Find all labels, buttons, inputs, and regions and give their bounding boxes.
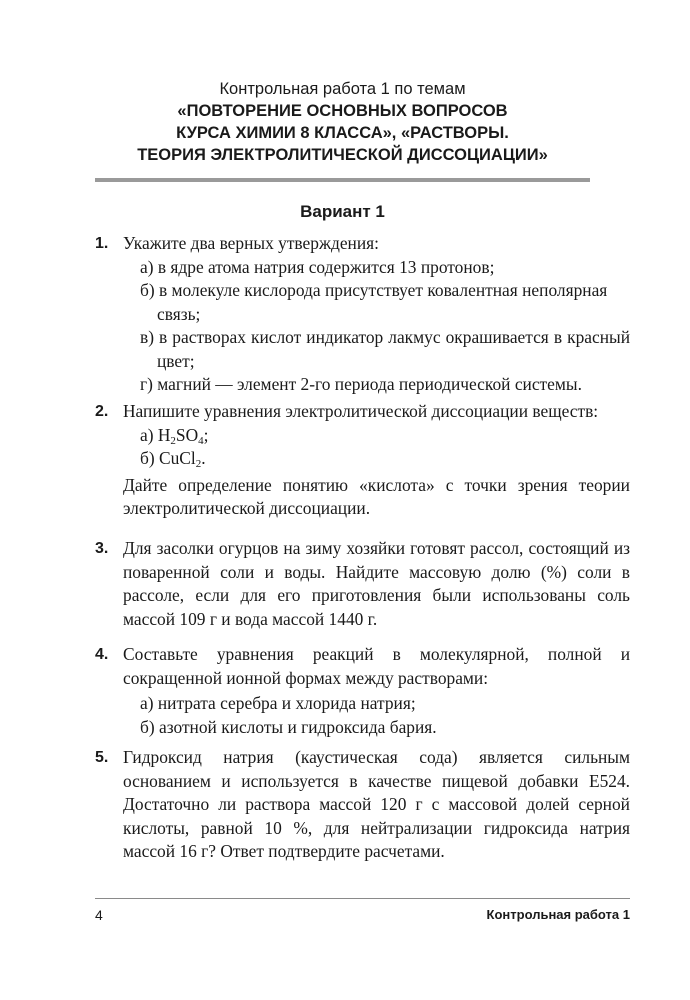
question-text: Укажите два верных утверждения: [123,233,379,253]
question-number: 5. [95,749,109,766]
heading-divider [95,178,590,182]
variant-title: Вариант 1 [300,202,385,221]
question-3 [95,537,630,631]
answer-option-a: а) в ядре атома натрия содержится 13 протонов; [140,256,495,277]
heading-title-line-1: «ПОВТОРЕНИЕ ОСНОВНЫХ ВОПРОСОВ [177,102,508,120]
question-text: Напишите уравнения электролитической диссоциации веществ: [123,401,599,421]
page-number: 4 [95,907,103,923]
answer-option-b: б) азотной кислоты и гидроксида бария. [140,716,437,737]
running-title: Контрольная работа 1 [486,907,630,922]
footer-divider [95,898,630,899]
question-number: 2. [95,403,109,420]
page-heading [95,78,590,166]
answer-option-b: б) в молекуле кислорода присутствует ковалентная неполярная связь; [140,280,608,324]
question-5 [95,746,630,864]
question-number: 3. [95,540,109,557]
heading-subtitle: Контрольная работа 1 по темам [219,80,466,98]
answer-option-b: б) CuCl$_2$. [140,448,206,470]
question-text: Составьте уравнения реакций в молекулярной, полной и сокращенной ионной формах между растворами: [123,644,630,688]
answer-option-d: г) магний — элемент 2-го периода периодической системы. [140,374,582,394]
heading-title-line-2: КУРСА ХИМИИ 8 КЛАССА», «РАСТВОРЫ. [176,124,509,142]
question-text: Гидроксид натрия (каустическая сода) является сильным основанием и используется в качестве пищевой добавки Е524. Достаточно ли раствора массой 120 г с массовой долей серной кислоты, равной 10 %, для нейтрализации гидроксида натрия массой 16 г? Ответ подтвердите расчетами. [123,747,630,861]
question-4 [95,643,630,739]
question-extra-text: Дайте определение понятию «кислота» с точки зрения теории электролитической диссоциации. [123,474,630,518]
answer-option-a: а) нитрата серебра и хлорида натрия; [140,693,416,713]
heading-title-line-3: ТЕОРИЯ ЭЛЕКТРОЛИТИЧЕСКОЙ ДИССОЦИАЦИИ» [137,146,548,164]
question-text: Для засолки огурцов на зиму хозяйки готовят рассол, состоящий из поваренной соли и воды. Найдите массовую долю (%) соли в рассоле, если для его приготовления были использованы соль массой 109 г и вода массой 1440 г. [123,538,630,629]
answer-option-a: а) $H_2SO_4$; [140,424,209,447]
question-number: 4. [95,646,109,663]
answer-option-c: в) в растворах кислот индикатор лакмус окрашивается в красный цвет; [140,327,630,371]
question-1 [95,232,630,397]
question-2 [95,400,630,521]
question-number: 1. [95,235,109,252]
